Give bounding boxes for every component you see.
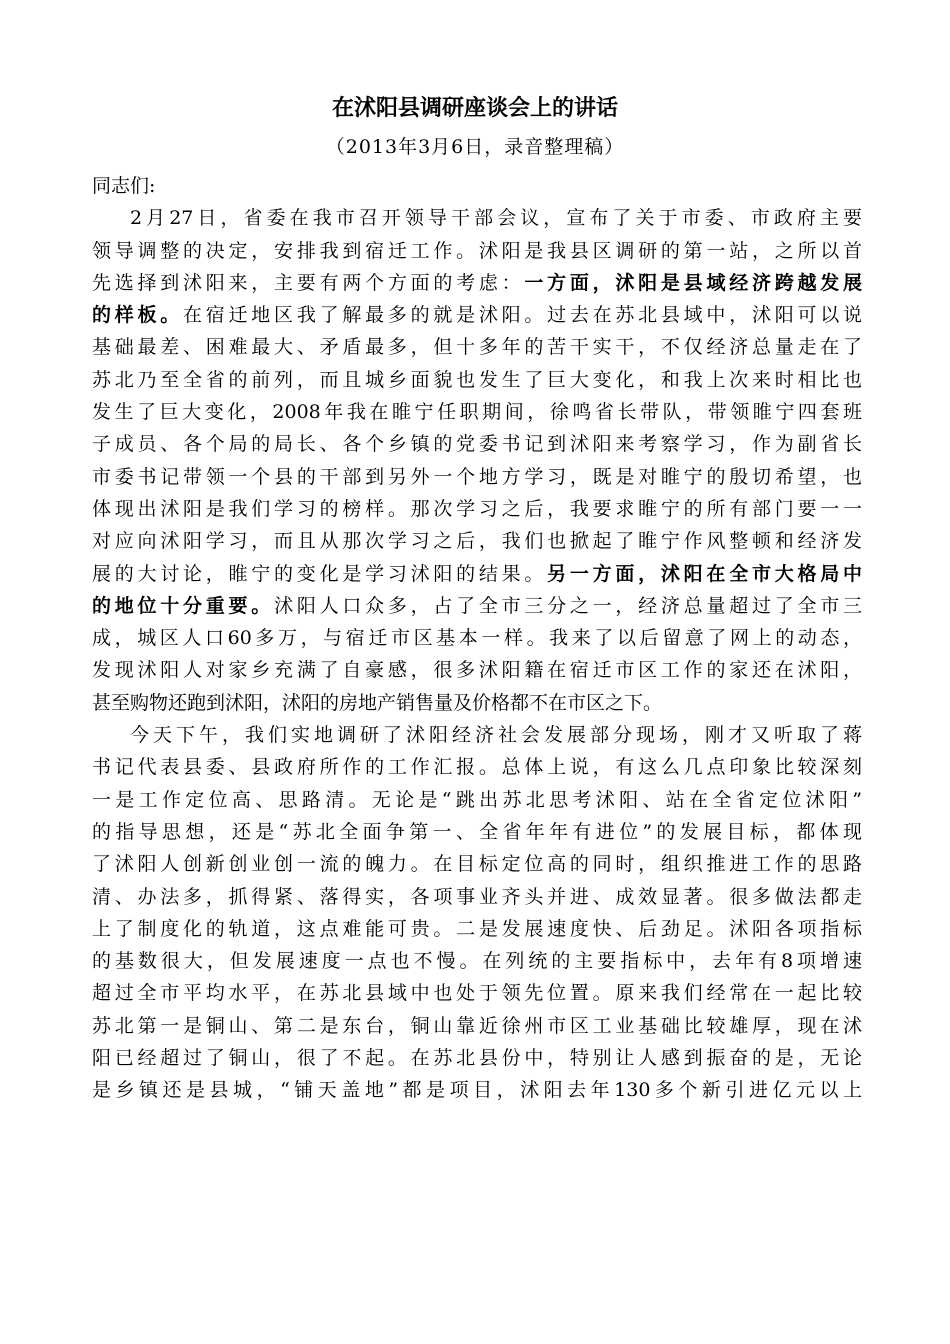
text-line: 对应向沭阳学习，而且从那次学习之后，我们也掀起了睢宁作风整顿和经济发 xyxy=(92,530,862,553)
text-line: 发现沭阳人对家乡充满了自豪感，很多沭阳籍在宿迁市区工作的家还在沭阳， xyxy=(92,659,862,682)
text-line xyxy=(92,590,862,622)
text-segment: 先选择到沭阳来，主要有两个方面的考虑： xyxy=(92,271,525,294)
text-line: 是乡镇还是县城，“铺天盖地”都是项目，沭阳去年130多个新引进亿元以上 xyxy=(92,1079,862,1102)
text-line: 书记代表县委、县政府所作的工作汇报。总体上说，有这么几点印象比较深刻 xyxy=(92,756,862,779)
text-line: 发生了巨大变化，2008年我在睢宁任职期间，徐鸣省长带队，带领睢宁四套班 xyxy=(92,401,862,424)
text-segment: 沭阳人口众多，占了全市三分之一，经济总量超过了全市三 xyxy=(274,594,862,617)
text-line: 了沭阳人创新创业创一流的魄力。在目标定位高的同时，组织推进工作的思路 xyxy=(92,853,862,876)
text-line: 的基数很大，但发展速度一点也不慢。在列统的主要指标中，去年有8项增速 xyxy=(92,950,862,973)
text-line: 阳已经超过了铜山，很了不起。在苏北县份中，特别让人感到振奋的是，无论 xyxy=(92,1047,862,1070)
document-title: 在沭阳县调研座谈会上的讲话 xyxy=(331,95,618,121)
text-line: 领导调整的决定，安排我到宿迁工作。沭阳是我县区调研的第一站，之所以首 xyxy=(92,239,862,262)
text-segment: 在宿迁地区我了解最多的就是沭阳。过去在苏北县域中，沭阳可以说 xyxy=(183,304,862,327)
text-line: 清、办法多，抓得紧、落得实，各项事业齐头并进、成效显著。很多做法都走 xyxy=(92,885,862,908)
document-body xyxy=(92,170,862,1107)
text-line: 一是工作定位高、思路清。无论是“跳出苏北思考沭阳、站在全省定位沭阳” xyxy=(92,788,862,811)
bold-phrase: 另一方面，沭阳在全市大格局中 xyxy=(547,562,862,585)
bold-phrase: 一方面，沭阳是县域经济跨越发展 xyxy=(524,271,862,294)
bold-phrase: 的样板。 xyxy=(92,304,184,327)
text-line: 成，城区人口60多万，与宿迁市区基本一样。我来了以后留意了网上的动态， xyxy=(92,627,862,650)
text-line: 上了制度化的轨道，这点难能可贵。二是发展速度快、后劲足。沭阳各项指标 xyxy=(92,917,862,940)
document-subtitle: （2013年3月6日，录音整理稿） xyxy=(325,136,625,158)
text-line xyxy=(92,299,862,331)
bold-phrase: 的地位十分重要。 xyxy=(92,594,275,617)
text-line: 今天下午，我们实地调研了沭阳经济社会发展部分现场，刚才又听取了蒋 xyxy=(130,724,862,747)
text-line: 市委书记带领一个县的干部到另外一个地方学习，既是对睢宁的殷切希望，也 xyxy=(92,465,862,488)
text-line: 甚至购物还跑到沭阳，沭阳的房地产销售量及价格都不在市区之下。 xyxy=(92,691,663,714)
text-line: 苏北第一是铜山、第二是东台，铜山靠近徐州市区工业基础比较雄厚，现在沭 xyxy=(92,1014,862,1037)
text-line: 基础最差、困难最大、矛盾最多，但十多年的苦干实干，不仅经济总量走在了 xyxy=(92,336,862,359)
text-line: 苏北乃至全省的前列，而且城乡面貌也发生了巨大变化，和我上次来时相比也 xyxy=(92,368,862,391)
text-line: 2月27日，省委在我市召开领导干部会议，宣布了关于市委、市政府主要 xyxy=(130,207,862,230)
text-line: 体现出沭阳是我们学习的榜样。那次学习之后，我要求睢宁的所有部门要一一 xyxy=(92,497,862,520)
text-line: 子成员、各个局的局长、各个乡镇的党委书记到沭阳来考察学习，作为副省长 xyxy=(92,433,862,456)
text-line xyxy=(92,558,862,590)
text-line xyxy=(92,267,862,299)
text-line: 的指导思想，还是“苏北全面争第一、全省年年有进位”的发展目标，都体现 xyxy=(92,820,862,843)
salutation: 同志们: xyxy=(92,175,156,197)
text-segment: 展的大讨论，睢宁的变化是学习沭阳的结果。 xyxy=(92,562,548,585)
text-line: 超过全市平均水平，在苏北县域中也处于领先位置。原来我们经常在一起比较 xyxy=(92,982,862,1005)
